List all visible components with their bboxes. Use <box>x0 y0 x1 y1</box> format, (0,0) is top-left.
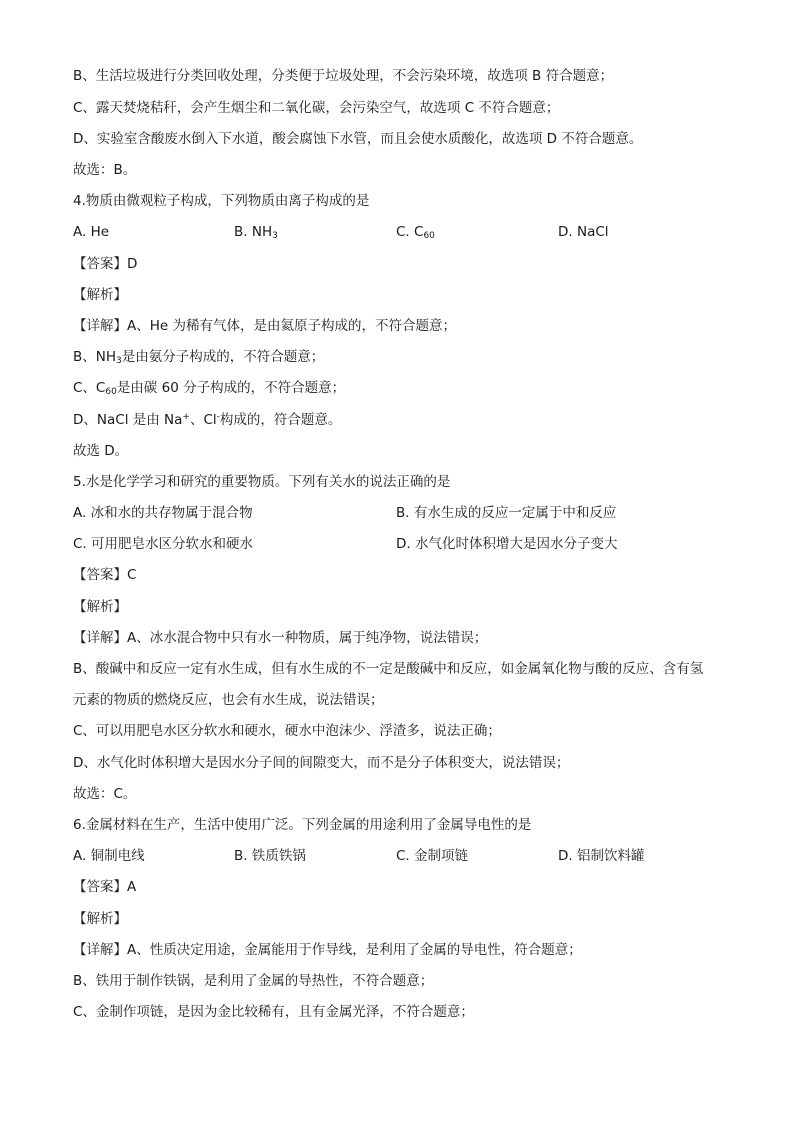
q5-option-c: C. 可用肥皂水区分软水和硬水 <box>73 536 254 552</box>
q5-line-c: C、可以用肥皂水区分软水和硬水，硬水中泡沫少、浮渣多，说法正确； <box>73 723 501 739</box>
q4-option-b: B. $NH_3$ <box>234 224 278 241</box>
q6-line-b: B、铁用于制作铁锅，是利用了金属的导热性，不符合题意； <box>73 973 434 989</box>
q4-line-d: D、NaCl 是由 Na+、Cl-构成的，符合题意。 <box>73 412 342 428</box>
q5-answer: 【答案】C <box>73 567 137 583</box>
text-line: C、露天焚烧秸秆，会产生烟尘和二氧化碳，会污染空气，故选项 C 不符合题意； <box>73 100 560 116</box>
q6-option-d: D. 铝制饮料罐 <box>558 848 645 864</box>
question-4-stem: 4.物质由微观粒子构成，下列物质由离子构成的是 <box>73 193 370 209</box>
text-line: 故选：B。 <box>73 162 137 178</box>
q5-line-d: D、水气化时体积增大是因水分子间的间隙变大，而不是分子体积变大，说法错误； <box>73 755 570 771</box>
q5-line-b2: 元素的物质的燃烧反应，也会有水生成，说法错误； <box>73 692 384 708</box>
q5-option-a: A. 冰和水的共存物属于混合物 <box>73 505 253 521</box>
q6-option-c: C. 金制项链 <box>396 848 469 864</box>
q6-detail: 【详解】A、性质决定用途，金属能用于作导线，是利用了金属的导电性，符合题意； <box>73 942 582 958</box>
question-5-stem: 5.水是化学学习和研究的重要物质。下列有关水的说法正确的是 <box>73 474 451 490</box>
q4-answer: 【答案】D <box>73 256 138 272</box>
q4-analysis-label: 【解析】 <box>73 287 127 303</box>
q4-conclusion: 故选 D。 <box>73 443 129 459</box>
q5-analysis-label: 【解析】 <box>73 599 127 615</box>
q6-option-a: A. 铜制电线 <box>73 848 145 864</box>
q5-conclusion: 故选：C。 <box>73 786 137 802</box>
q5-option-d: D. 水气化时体积增大是因水分子变大 <box>396 536 618 552</box>
q4-detail: 【详解】A、He 为稀有气体，是由氦原子构成的，不符合题意； <box>73 318 456 334</box>
q5-option-b: B. 有水生成的反应一定属于中和反应 <box>396 505 617 521</box>
question-6-stem: 6.金属材料在生产，生活中使用广泛。下列金属的用途利用了金属导电性的是 <box>73 817 532 833</box>
q6-option-b: B. 铁质铁锅 <box>234 848 306 864</box>
q4-line-c: C、$C_{60}$是由碳 60 分子构成的，不符合题意； <box>73 380 346 397</box>
text-line: B、生活垃圾进行分类回收处理，分类便于垃圾处理，不会污染环境，故选项 B 符合题意； <box>73 68 614 84</box>
q6-answer: 【答案】A <box>73 879 137 895</box>
text-line: D、实验室含酸废水倒入下水道，酸会腐蚀下水管，而且会使水质酸化，故选项 D 不符合题意。 <box>73 131 643 147</box>
q4-option-c: C. $C_{60}$ <box>396 224 435 241</box>
q5-detail: 【详解】A、冰水混合物中只有水一种物质，属于纯净物，说法错误； <box>73 630 488 646</box>
q6-line-c: C、金制作项链，是因为金比较稀有，且有金属光泽，不符合题意； <box>73 1004 474 1020</box>
q5-line-b1: B、酸碱中和反应一定有水生成，但有水生成的不一定是酸碱中和反应，如金属氧化物与酸的反应、含有氢 <box>73 661 704 677</box>
q4-option-a: A. He <box>73 224 110 240</box>
q6-analysis-label: 【解析】 <box>73 911 127 927</box>
q4-option-d: D. NaCl <box>558 224 609 240</box>
q4-line-b: B、$NH_3$是由氨分子构成的，不符合题意； <box>73 349 325 366</box>
